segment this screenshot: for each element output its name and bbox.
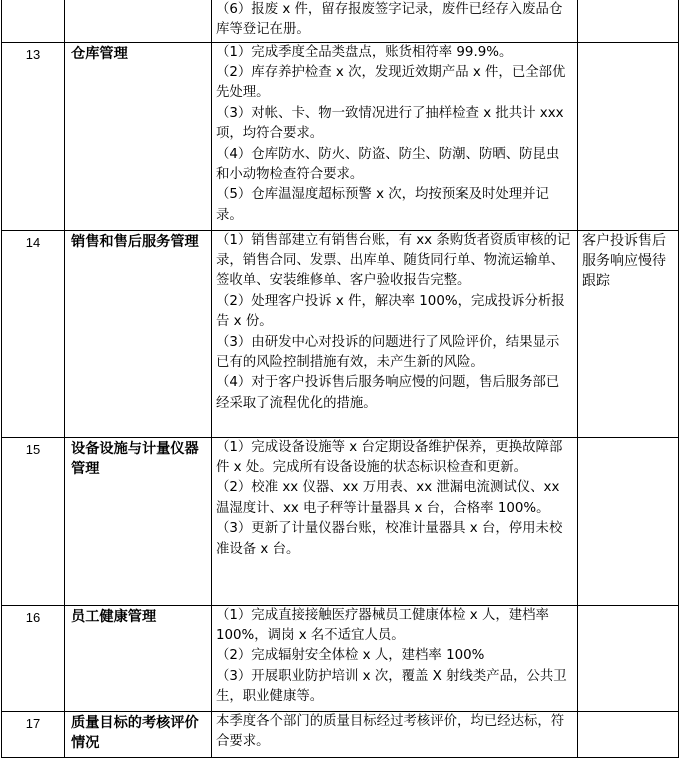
row-remark (578, 0, 679, 42)
content-line: （2）处理客户投诉 x 件，解决率 100%，完成投诉分析报告 x 份。 (216, 293, 565, 330)
content-line: （5）仓库温湿度超标预警 x 次，均按预案及时处理并记录。 (216, 187, 549, 223)
row-content (212, 605, 578, 711)
row-number: 15 (2, 437, 65, 605)
content-line: （2）校准 xx 仪器、xx 万用表、xx 泄漏电流测试仪、xx 温湿度计、xx 电子秤等计量器具 x 台，合格率 100%。 (216, 480, 560, 516)
content-line: （1）完成季度全品类盘点，账货相符率 99.9%。 (216, 44, 513, 60)
row-remark (578, 711, 679, 757)
row-content (212, 0, 578, 42)
content-line: （1）销售部建立有销售台账，有 xx 条购货者资质审核的记录，销售合同、发票、出库单、随货同行单、物流运输单、签收单、安装维修单、客户验收报告完整。 (216, 232, 571, 289)
row-content (212, 711, 578, 757)
row-number: 16 (2, 605, 65, 711)
row-item: 销售和售后服务管理 (65, 230, 212, 437)
content-line: （4）仓库防水、防火、防盗、防尘、防潮、防晒、防昆虫和小动物检查符合要求。 (216, 146, 560, 182)
content-line: 本季度各个部门的质量目标经过考核评价，均已经达标，符合要求。 (216, 713, 565, 749)
row-number (2, 0, 65, 42)
content-line: （1）完成设备设施等 x 台定期设备维护保养，更换故障部件 x 处。完成所有设备设施的状态标识检查和更新。 (216, 439, 563, 475)
row-item: 仓库管理 (65, 42, 212, 230)
table-row (2, 42, 679, 230)
row-item: 质量目标的考核评价情况 (65, 711, 212, 757)
row-content (212, 42, 578, 230)
content-line: （2）完成辐射安全体检 x 人，建档率 100% (216, 648, 485, 664)
table-row (2, 0, 679, 42)
row-item (65, 0, 212, 42)
table-row (2, 711, 679, 757)
table-row (2, 437, 679, 605)
quality-report-table (1, 0, 679, 758)
content-line: （4）对于客户投诉售后服务响应慢的问题，售后服务部已经采取了流程优化的措施。 (216, 375, 560, 411)
row-remark: 客户投诉售后服务响应慢待跟踪 (578, 230, 679, 437)
table-row (2, 605, 679, 711)
row-number: 13 (2, 42, 65, 230)
row-item: 设备设施与计量仪器管理 (65, 437, 212, 605)
content-line: （3）更新了计量仪器台账，校准计量器具 x 台，停用未校准设备 x 台。 (216, 521, 563, 557)
content-line: （3）开展职业防护培训 x 次，覆盖 X 射线类产品，公共卫生，职业健康等。 (216, 668, 567, 705)
row-number: 17 (2, 711, 65, 757)
content-line: （3）对帐、卡、物一致情况进行了抽样检查 x 批共计 xxx 项，均符合要求。 (216, 105, 564, 142)
content-line: （3）由研发中心对投诉的问题进行了风险评价，结果显示已有的风险控制措施有效，未产生新的风险。 (216, 334, 560, 370)
content-line: （1）完成直接接触医疗器械员工健康体检 x 人，建档率 100%，调岗 x 名不适宜人员。 (216, 607, 549, 643)
content-line: （6）报废 x 件，留存报废签字记录，废件已经存入废品仓库等登记在册。 (216, 2, 563, 38)
row-number: 14 (2, 230, 65, 437)
row-remark (578, 42, 679, 230)
row-item: 员工健康管理 (65, 605, 212, 711)
row-remark (578, 605, 679, 711)
table-row (2, 230, 679, 437)
row-content (212, 230, 578, 437)
content-line: （2）库存养护检查 x 次，发现近效期产品 x 件，已全部优先处理。 (216, 64, 566, 101)
row-content (212, 437, 578, 605)
row-remark (578, 437, 679, 605)
